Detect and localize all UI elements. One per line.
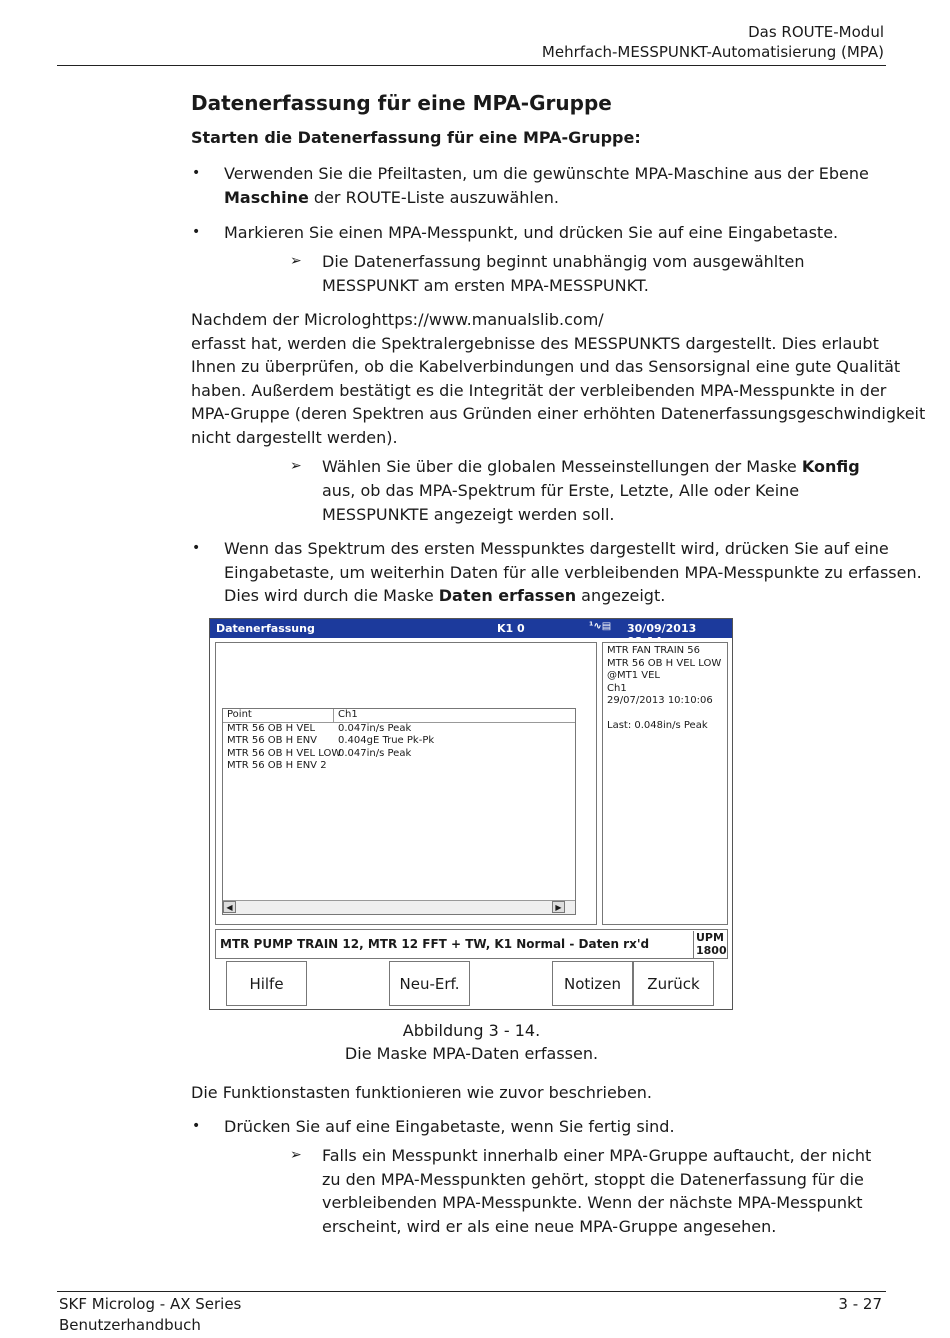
para-1-line: Ihnen zu überprüfen, ob die Kabelverbindungen und das Sensorsignal eine gute Qualität: [191, 357, 901, 377]
section-title: Datenerfassung für eine MPA-Gruppe: [191, 91, 612, 115]
bullet-3-pre: Dies wird durch die Maske: [224, 586, 439, 605]
arrow-3: [322, 1144, 871, 1238]
row-point: MTR 56 OB H ENV 2: [227, 759, 327, 771]
bullet-2: Markieren Sie einen MPA-Messpunkt, und drücken Sie auf eine Eingabetaste.: [224, 223, 839, 242]
info-line: Ch1: [607, 682, 627, 694]
zurueck-button[interactable]: Zurück: [633, 961, 714, 1006]
row-value: 0.047in/s Peak: [338, 747, 412, 759]
bullet-icon: •: [192, 540, 201, 556]
table-row[interactable]: [223, 748, 575, 760]
page-number: 3 - 27: [838, 1295, 882, 1313]
bullet-icon: •: [192, 1118, 201, 1134]
info-line: Last: 0.048in/s Peak: [607, 720, 708, 731]
footer-left: [59, 1294, 241, 1336]
bullet-3-line-2: Eingabetaste, um weiterhin Daten für alle verbleibenden MPA-Messpunkte zu erfassen.: [224, 563, 922, 582]
arrow-3-line: zu den MPA-Messpunkten gehört, stoppt die Datenerfassung für die: [322, 1169, 864, 1189]
table-header: [223, 709, 575, 723]
caption-line-2: Die Maske MPA-Daten erfassen.: [344, 1044, 599, 1063]
bold-maschine: Maschine: [224, 188, 309, 207]
device-screenshot: [209, 618, 733, 1010]
para-1-line: haben. Außerdem bestätigt es die Integrität der verbleibenden MPA-Messpunkte in der: [191, 380, 887, 400]
bullet-1-rest: der ROUTE-Liste auszuwählen.: [308, 188, 559, 207]
bullet-3-line-1: Wenn das Spektrum des ersten Messpunktes dargestellt wird, drücken Sie auf eine: [224, 539, 889, 558]
notizen-button[interactable]: Notizen: [552, 961, 633, 1006]
footer-product: SKF Microlog - AX Series: [59, 1295, 242, 1313]
table-row[interactable]: [223, 760, 575, 772]
channel-indicator: K1 0: [497, 622, 525, 635]
col-header-point: Point: [227, 709, 252, 720]
bullet-1-line-2: [224, 186, 559, 210]
arrow-icon: ➢: [290, 1147, 302, 1163]
arrow-2-line-3: MESSPUNKTE angezeigt werden soll.: [322, 505, 615, 524]
row-point: MTR 56 OB H ENV: [227, 735, 318, 747]
para-1-line: Nachdem der Microloghttps://www.manualslib.com/: [191, 310, 604, 329]
para-1-line: nicht dargestellt werden).: [191, 427, 398, 447]
row-value: 0.047in/s Peak: [338, 723, 412, 734]
info-line: 29/07/2013 10:10:06: [607, 695, 713, 706]
upm-value: 1800: [696, 944, 727, 957]
row-point: MTR 56 OB H VEL: [227, 723, 316, 734]
arrow-3-line: Falls ein Messpunkt innerhalb einer MPA-Gruppe auftaucht, der nicht: [322, 1146, 872, 1165]
table-row[interactable]: [223, 723, 575, 735]
upm-box: [693, 931, 725, 958]
scroll-right-icon[interactable]: ▶: [552, 901, 565, 913]
status-icons: ¹∿▤: [589, 621, 612, 632]
paragraph-2: Die Funktionstasten funktionieren wie zuvor beschrieben.: [191, 1083, 653, 1102]
arrow-2-line-2: aus, ob das MPA-Spektrum für Erste, Letzte, Alle oder Keine: [322, 481, 800, 500]
para-1-line: erfasst hat, werden die Spektralergebnisse des MESSPUNKTS dargestellt. Dies erlaubt: [191, 333, 879, 353]
bullet-4: Drücken Sie auf eine Eingabetaste, wenn Sie fertig sind.: [224, 1117, 675, 1136]
info-line: MTR FAN TRAIN 56: [607, 645, 701, 656]
scroll-left-icon[interactable]: ◀: [223, 901, 236, 913]
footer-manual: Benutzerhandbuch: [59, 1316, 201, 1334]
arrow-1-line-1: Die Datenerfassung beginnt unabhängig vom ausgewählten: [322, 252, 805, 271]
bullet-3-post: angezeigt.: [576, 586, 666, 605]
bullet-icon: •: [192, 224, 201, 240]
device-title: Datenerfassung: [216, 622, 315, 635]
header-rule: [57, 65, 886, 66]
info-line: [607, 708, 723, 721]
neu-erf-button[interactable]: Neu-Erf.: [389, 961, 470, 1006]
table-row[interactable]: [223, 735, 575, 747]
header-line-1: Das ROUTE-Modul: [748, 23, 884, 41]
bold-konfig: Konfig: [801, 457, 860, 476]
info-line: MTR 56 OB H VEL LOW: [607, 657, 722, 669]
arrow-3-line: erscheint, wird er als eine neue MPA-Gruppe angesehen.: [322, 1216, 777, 1236]
para-1-line: MPA-Gruppe (deren Spektren aus Gründen einer erhöhten Datenerfassungsgeschwindigkeit: [191, 404, 926, 424]
header-line-2: Mehrfach-MESSPUNKT-Automatisierung (MPA): [541, 43, 884, 61]
arrow-3-line: verbleibenden MPA-Messpunkte. Wenn der nächste MPA-Messpunkt: [322, 1193, 863, 1213]
subtitle: Starten die Datenerfassung für eine MPA-Gruppe:: [191, 128, 641, 147]
status-bar: [215, 929, 728, 959]
hilfe-button[interactable]: Hilfe: [226, 961, 307, 1006]
arrow-1-line-2: MESSPUNKT am ersten MPA-MESSPUNKT.: [322, 276, 649, 295]
arrow-2-line-1: [322, 455, 860, 479]
info-line: @MT1 VEL: [607, 670, 661, 681]
row-value: 0.404gE True Pk-Pk: [338, 735, 435, 747]
device-datetime: 30/09/2013 08:14: [627, 622, 697, 648]
upm-label: UPM: [696, 931, 724, 944]
results-table: [222, 708, 576, 915]
info-pane: [602, 642, 728, 925]
arrow-2-pre: Wählen Sie über die globalen Messeinstellungen der Maske: [322, 457, 802, 476]
bullet-1-line-1: Verwenden Sie die Pfeiltasten, um die gewünschte MPA-Maschine aus der Ebene: [224, 164, 869, 183]
col-divider: [333, 709, 334, 722]
bold-daten-erfassen: Daten erfassen: [438, 586, 577, 605]
running-header: [542, 22, 884, 62]
arrow-icon: ➢: [290, 458, 302, 474]
row-point: MTR 56 OB H VEL LOW: [227, 747, 342, 759]
col-header-ch1: Ch1: [338, 709, 358, 720]
status-text: MTR PUMP TRAIN 12, MTR 12 FFT + TW, K1 Normal - Daten rx'd: [220, 937, 650, 951]
bullet-3-line-3: [224, 584, 665, 608]
caption-line-1: Abbildung 3 - 14.: [402, 1021, 541, 1040]
paragraph-1: [191, 308, 925, 450]
device-title-bar: [210, 619, 732, 648]
horizontal-scrollbar[interactable]: [223, 900, 575, 914]
footer-rule: [57, 1291, 886, 1292]
bullet-icon: •: [192, 165, 201, 181]
figure-caption: [191, 1019, 752, 1065]
arrow-icon: ➢: [290, 253, 302, 269]
